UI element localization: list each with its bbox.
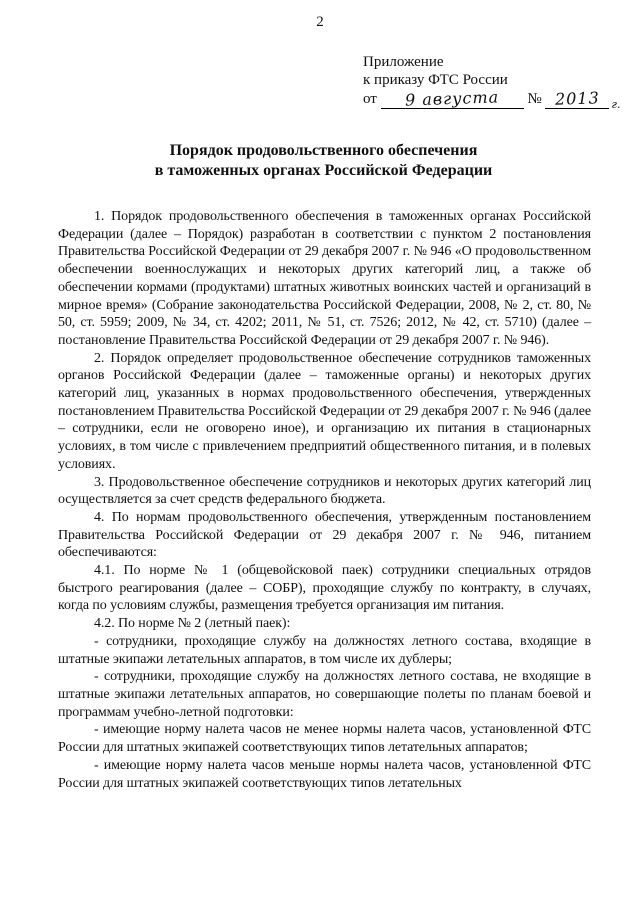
appendix-fill-line	[363, 87, 621, 111]
handwritten-year-suffix: г.	[611, 98, 621, 111]
title-line-2: в таможенных органах Российской Федерации	[154, 162, 493, 179]
page-number: 2	[316, 14, 324, 30]
paragraph-2: 2. Порядок определяет продовольственное обеспечение сотрудников таможенных органов Российской Федерации (далее – таможенные органы) и некоторых других категорий лиц, указанных в нормах продовольственного обеспечения, утвержденных постановлением Правительства Российской Федерации от 29 декабря 2007 г. № 946 (далее – сотрудники, если не оговорено иное), и организацию их питания в стационарных условиях, в том числе с привлечением предприятий общественного питания, и в полевых условиях.	[58, 350, 591, 472]
paragraph-bullet-2: - сотрудники, проходящие службу на должностях летного состава, не входящие в штатные экипажи летательных аппаратов, но совершающие полеты по планам боевой и программам учебно-летной подготовки:	[58, 669, 591, 720]
paragraph-4-2: 4.2. По норме № 2 (летный паек):	[94, 616, 291, 632]
paragraph-3: 3. Продовольственное обеспечение сотрудников и некоторых других категорий лиц осуществляется за счет средств федерального бюджета.	[58, 474, 591, 508]
appendix-block	[363, 53, 620, 109]
appendix-line-2: к приказу ФТС России	[363, 72, 508, 88]
paragraph-bullet-1: - сотрудники, проходящие службу на должностях летного состава, входящие в штатные экипажи летательных аппаратов, в том числе их дублеры;	[58, 633, 591, 667]
title-line-1: Порядок продовольственного обеспечения	[169, 142, 478, 159]
appendix-date-field	[381, 87, 524, 110]
paragraph-bullet-3: - имеющие норму налета часов не менее нормы налета часов, установленной ФТС России для штатных экипажей соответствующих типов летательных аппаратов;	[58, 722, 591, 756]
handwritten-number: 2013	[554, 88, 601, 109]
appendix-number-label: №	[527, 91, 542, 107]
paragraph-bullet-4: - имеющие норму налета часов меньше нормы налета часов, установленной ФТС России для штатных экипажей соответствующих типов летательных	[58, 757, 591, 791]
paragraph-4: 4. По нормам продовольственного обеспечения, утвержденным постановлением Правительства Российской Федерации от 29 декабря 2007 г. № 946, питанием обеспечиваются:	[58, 509, 591, 561]
appendix-from-label: от	[363, 91, 377, 107]
appendix-line-1: Приложение	[363, 54, 444, 70]
appendix-number-field	[545, 88, 609, 109]
paragraph-4-1: 4.1. По норме № 1 (общевойсковой паек) сотрудники специальных отрядов быстрого реагирования (далее – СОБР), проходящие службу по контракту, в случаях, когда по условиям службы, размещения требуется организация им питания.	[58, 563, 591, 614]
document-body	[58, 208, 591, 792]
handwritten-date: 9 августа	[404, 87, 500, 110]
paragraph-1: 1. Порядок продовольственного обеспечения в таможенных органах Российской Федерации (далее – Порядок) разработан в соответствии с пунктом 2 постановления Правительства Российской Федерации от 29 декабря 2007 г. № 946 «О продовольственном обеспечении военнослужащих и некоторых других категорий лиц, а также об обеспечении кормами (продуктами) штатных животных воинских частей и организаций в мирное время» (Собрание законодательства Российской Федерации, 2008, № 2, ст. 80, № 50, ст. 5959; 2009, № 34, ст. 4202; 2011, № 51, ст. 7526; 2012, № 42, ст. 5710) (далее – постановление Правительства Российской Федерации от 29 декабря 2007 г. № 946).	[58, 209, 591, 348]
document-title	[57, 141, 590, 181]
